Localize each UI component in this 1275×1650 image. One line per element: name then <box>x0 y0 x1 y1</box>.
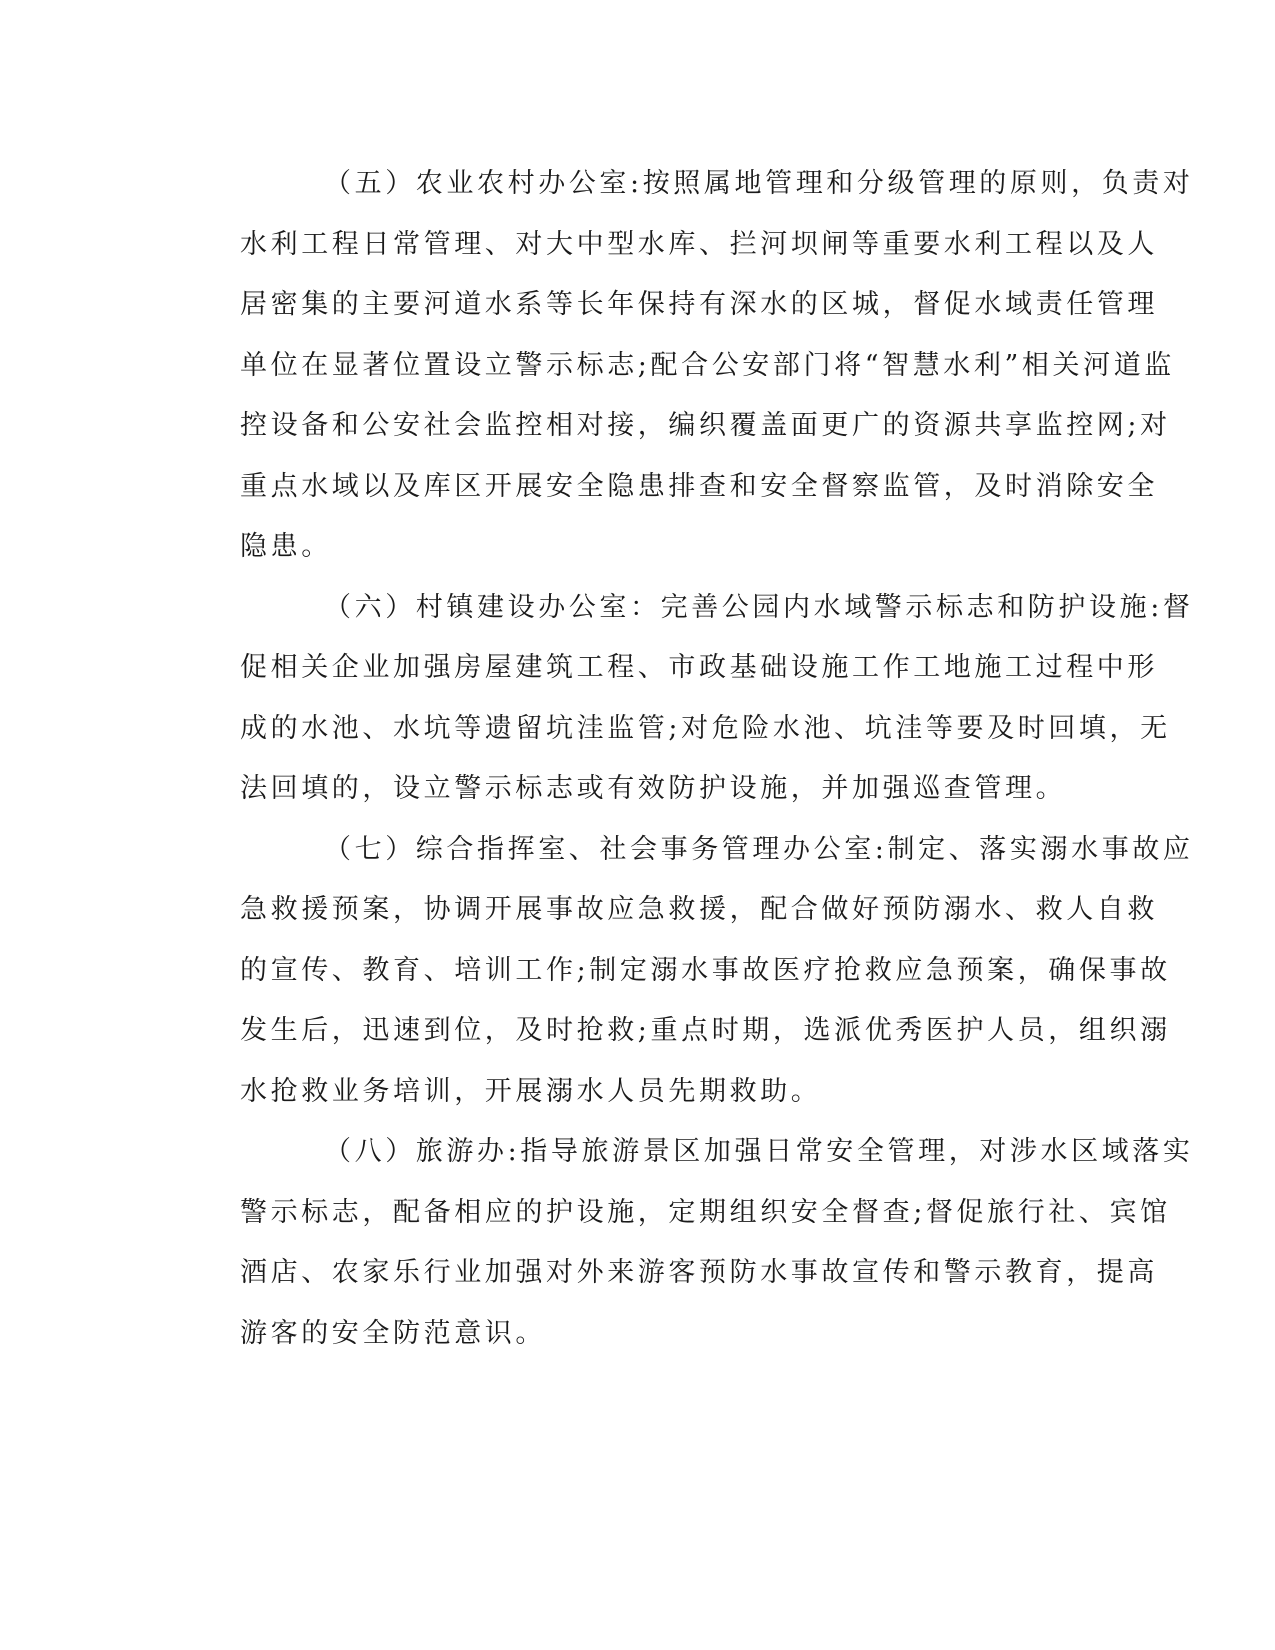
text-line: 重点水域以及库区开展安全隐患排查和安全督察监管，及时消除安全 <box>240 470 1158 502</box>
text-line: 发生后，迅速到位，及时抢救;重点时期，选派优秀医护人员，组织溺 <box>240 1015 1171 1046</box>
text-line: 法回填的，设立警示标志或有效防护设施，并加强巡查管理。 <box>240 773 1067 804</box>
text-line: 水抢救业务培训，开展溺水人员先期救助。 <box>240 1075 822 1107</box>
text-line: 水利工程日常管理、对大中型水库、拦河坝闸等重要水利工程以及人 <box>240 228 1158 260</box>
text-line: 控设备和公安社会监控相对接，编织覆盖面更广的资源共享监控网;对 <box>240 410 1171 441</box>
text-line: 隐患。 <box>240 531 332 562</box>
text-line: 警示标志，配备相应的护设施，定期组织安全督查;督促旅行社、宾馆 <box>240 1196 1171 1228</box>
text-line: 酒店、农家乐行业加强对外来游客预防水事故宣传和警示教育，提高 <box>240 1257 1158 1288</box>
text-line: 促相关企业加强房屋建筑工程、市政基础设施工作工地施工过程中形 <box>240 652 1158 683</box>
document-body <box>186 154 1194 1364</box>
text-line: （六）村镇建设办公室：完善公园内水域警示标志和防护设施:督 <box>324 591 1194 623</box>
text-line: （八）旅游办:指导旅游景区加强日常安全管理，对涉水区域落实 <box>324 1136 1194 1167</box>
text-line: （七）综合指挥室、社会事务管理办公室:制定、落实溺水事故应 <box>324 833 1194 865</box>
text-line: （五）农业农村办公室:按照属地管理和分级管理的原则，负责对 <box>324 168 1194 199</box>
text-line: 游客的安全防范意识。 <box>240 1317 546 1349</box>
text-line: 的宣传、教育、培训工作;制定溺水事故医疗抢救应急预案，确保事故 <box>240 954 1171 986</box>
text-line: 急救援预案，协调开展事故应急救援，配合做好预防溺水、救人自救 <box>240 894 1158 925</box>
paragraph-town-construction-office <box>186 578 1194 820</box>
text-line: 单位在显著位置设立警示标志;配合公安部门将“智慧水利”相关河道监 <box>240 349 1175 381</box>
paragraph-agriculture-office <box>186 154 1194 578</box>
text-line: 成的水池、水坑等遗留坑洼监管;对危险水池、坑洼等要及时回填，无 <box>240 712 1171 744</box>
paragraph-tourism-office <box>186 1122 1194 1364</box>
paragraph-command-social-affairs-office <box>186 820 1194 1123</box>
text-line: 居密集的主要河道水系等长年保持有深水的区城，督促水域责任管理 <box>240 289 1158 320</box>
